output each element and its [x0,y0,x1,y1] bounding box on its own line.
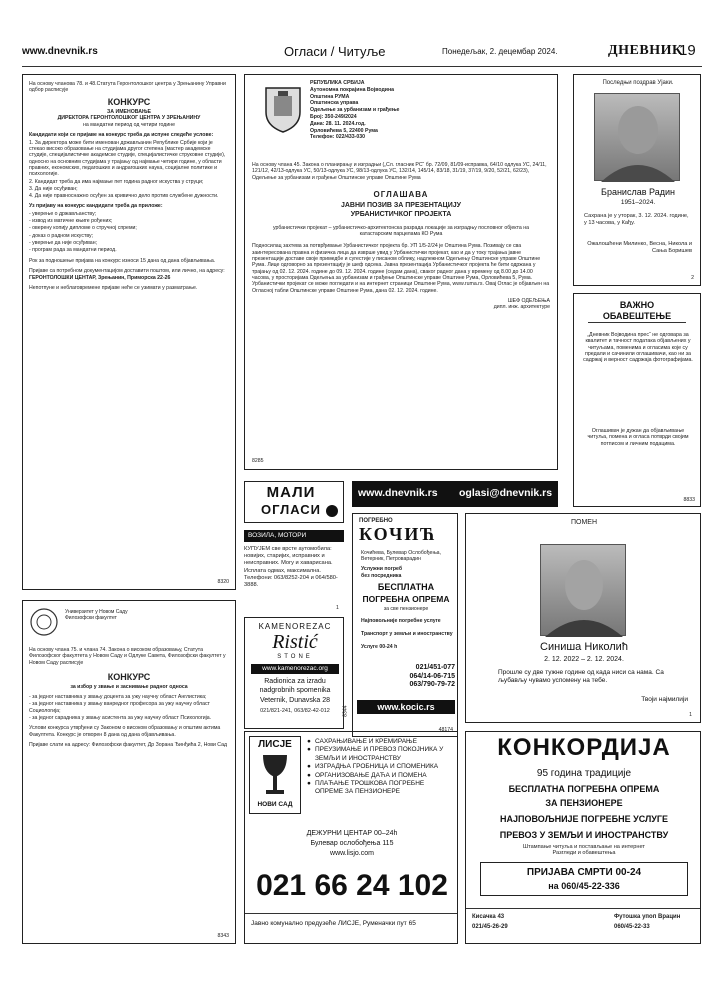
konkordija-line: НАЈПОВОЉНИЈЕ ПОГРЕБНЕ УСЛУГЕ [499,814,668,824]
ristic-phones[interactable]: 021/821-241, 063/82-42-012 [260,708,330,714]
banner-web[interactable]: www.dnevnik.rs [358,487,438,499]
ristic-address: Veternik, Dunavska 28 [259,697,331,704]
lisje-phone[interactable]: 021 66 24 102 [256,869,448,902]
classified-ad-number: 1 [336,605,339,611]
divider [466,908,700,909]
lisje-footer: Јавно комунално предузеће ЛИСЈЕ, Руменачки пут 65 [251,920,416,927]
document-item: - оверену копију дипломе о стручној спреми; [29,225,137,232]
ad-code: 2 [691,274,694,281]
fakultet-intro: На основу члана 75. и члана 74. Закона о високом образовању, Статута Филозофског факултета у Новом Саду и Одлуке Савета, Филозофски факултет у Новом Саду расписује [29,647,226,666]
konkurs-subtitle: ЗА ИМЕНОВАЊЕ ДИРЕКТОРА ГЕРОНТОЛОШКОГ ЦЕНТРА У ЗРЕЊАНИНУ [57,108,201,121]
ruma-oglasava: ОГЛАШАВА [373,189,429,199]
memorial-title: ПОМЕН [570,519,598,526]
kocic-name: КОЧИЋ [359,524,437,544]
lisje-services [307,738,453,797]
ruma-department: Одељење за урбанизам и грађење [310,107,400,114]
page-header [22,42,702,64]
document-item: - извод из матичне књиге рођених; [29,218,113,225]
condition-item: 1. За директора може бити именован држављанин Републике Србије који је стекао високо образовање на студијама другог степена (мастер академске студије, специјалистичке академске студије, специјалистичке струковне студије), односно на основним студијама у трајању од најмање четири године, у области правних, економских, педагошких и андрагошких наука, социјалне политике и психологије. [29,139,226,178]
deceased-name: Бранислав Радин [601,187,675,197]
lisje-service: ● ИЗГРАДЊА ГРОБНИЦА И СПОМЕНИКА [307,763,439,771]
memorial-dates: 2. 12. 2022 – 2. 12. 2024. [544,656,624,663]
kocic-line: Услужни погреб [361,566,403,572]
ad-code: 8833 [683,496,695,503]
bullet-icon: ● [307,738,311,745]
kocic-top: ПОГРЕБНО [359,518,393,524]
konkordija-right-phone[interactable]: 060/45-22-33 [614,924,650,930]
classifieds-header [244,481,344,523]
condition-item: 3. Да није осуђиван; [29,185,78,192]
obituary-radin [573,74,701,286]
lisje-service: ● САХРАЊИВАЊЕ И КРЕМИРАЊЕ [307,738,417,745]
ristic-tagline: Radionica za izradu nadgrobnih spomenika [259,678,331,694]
ristic-stone-ad [244,617,350,729]
konkordija-funeral-ad [465,731,701,944]
notice-note: Оглашивач је дужан да објављивање читуља, помена и огласа потврди својим потписом и личним подацима. [587,428,689,447]
document-item: - уверење о држављанству; [29,210,97,217]
documents-heading: Уз пријаву на конкурс кандидати треба да приложе: [29,203,163,210]
section-title: Огласи / Читуље [284,44,386,59]
ruma-public-notice [244,74,558,470]
portrait-icon [541,545,627,637]
fakultet-item: - за једног сарадника у звању асистента за ужу научну област Психологија. [29,715,212,722]
ad-code: 8343 [217,932,229,939]
lisje-center: ДЕЖУРНИ ЦЕНТАР 00–24h [306,830,398,837]
ristic-stone: STONE [277,654,313,660]
memorial-name: Синиша Николић [540,641,628,653]
konkordija-line: ЗА ПЕНЗИОНЕРЕ [545,798,623,808]
fakultet-item: - за једног наставника у звању ванредног професора за ужу научну област Социологија; [29,701,210,714]
banner-mail[interactable]: oglasi@dnevnik.rs [459,487,553,499]
ristic-brand: KAMENOREZAC [258,622,332,631]
kocic-line: без посредника [361,573,402,579]
ruma-municipality: Општина РУМА [310,93,350,100]
ruma-public-call: ЈАВНИ ПОЗИВ ЗА ПРЕЗЕНТАЦИЈУ УРБАНИСТИЧКОГ ПРОЈЕКТА [340,201,462,218]
page-number: 19 [679,42,696,59]
lisje-service: ● ПРЕУЗИМАЊЕ И ПРЕВОЗ ПОКОЈНИКА У ЗЕМЉИ И ИНОСТРАНСТВУ [307,746,444,762]
konkordija-small: Штампање читуља и постављање на интернет Разгледи и обавештења [523,844,645,857]
obituary-top: Последњи поздрав Ујаки. [602,80,674,86]
konkordija-left-phone[interactable]: 021/45-26-29 [472,924,508,930]
ruma-project: урбанистички пројекат – урбанистичко-архитектонска разрада локације за изградњу пословног објекта на катастарским парцелама КО Рума [273,224,529,238]
fakultet-submission: Пријаве слати на адресу: Филозофски факултет, Др Зорана Ђинђића 2, Нови Сад [29,741,228,748]
university-header: Универзитет у Новом Саду Филозофски факултет [65,609,128,622]
ruma-signature: ШЕФ ОДЕЉЕЊА дипл. инж. архитектуре [493,297,550,311]
funeral-info: Сахрана је у уторак, 3. 12. 2024. године, у 13 часова, у Кађу. [584,213,689,226]
university-logo-icon [29,607,59,637]
dnevnik-banner [352,481,558,507]
kocic-line: БЕСПЛАТНА [377,582,435,592]
kocic-address: Кочићева, Булевар Ослобођења, Ветерник, Петроварадин [361,550,441,563]
submission-address: ГЕРОНТОЛОШКИ ЦЕНТАР, Зрењанин, Приморска 22-26 [29,275,171,282]
site-url[interactable]: www.dnevnik.rs [22,46,98,57]
classifieds-title-2: ОГЛАСИ [260,502,322,517]
kocic-funeral-ad [352,513,458,737]
fakultet-conditions: Услови конкурса утврђени су Законом о високом образовању и општим актима Факултета. Конкурс је отворен 8 дана од дана објављивања. [29,725,221,738]
deceased-photo [594,93,680,181]
ad-code: 1 [689,711,692,718]
konkurs-gerontoloski-ad [22,74,236,590]
bullet-icon: ● [307,771,311,779]
lisje-web[interactable]: www.lisjo.com [330,850,374,857]
fakultet-title: КОНКУРС [107,671,151,682]
ruma-province: Аутономна покрајина Војводина [310,86,394,93]
ad-code: 8285 [252,457,264,464]
memorial-photo [540,544,626,636]
konkordija-tradition: 95 година традиције [536,768,632,779]
classifieds-title-1: МАЛИ [266,484,316,501]
condition-item: 2. Кандидат треба да има најмање пет година радног искуства у струци; [29,178,204,185]
ruma-intro: На основу члана 45. Закона о планирању и изградњи („Сл. гласник РС“ бр. 72/09, 81/09-исправка, 64/10 одлука УС, 24/11, 121/12, 42/13-одлука УС, 50/13-одлука УС, 98/13-одлука УС, 132/14, 145/14, 83/18, 31/19, 37/19, 9/20, 52/21, 62/23), Одељење за урбанизам и грађење Општинске управе Општине Рума [252,162,547,181]
lisje-logo [249,736,301,814]
issue-date: Понедељак, 2. децембар 2024. [442,47,558,56]
kocic-line: за све пензионере [383,606,429,612]
deceased-years: 1951–2024. [620,199,656,206]
lisje-address: Булевар ослобођења 115 [310,840,394,847]
ristic-web[interactable]: www.kamenorezac.org [251,664,339,674]
mourners: Ожалошћени Милинко, Весна, Никола и Сања Боришев [587,241,692,254]
ristic-name: Ristić [272,631,318,653]
notice-text: „Дневник Војводина прес“ не одговара за квалитет и тачност података објављених у читуљама, поменима и огласима које су предали и сачинили оглашивачи, као ни за садржај и верност садржаја фотографијама. [583,332,693,364]
kocic-line: Услуге 00-24 h [361,644,398,650]
memorial-signature: Твоји најмилији [641,696,688,703]
kocic-line: ПОГРЕБНА ОПРЕМА [362,594,450,604]
ruma-address: Орловићева 5, 22400 Рума [310,127,378,134]
divider [245,913,457,914]
lisje-name: ЛИСЈЕ [258,739,292,750]
konkurs-intro: На основу чланова 78. и 48.Статута Геронтолошког центра у Зрењанину Управни одбор расписује [29,81,226,94]
lisje-service: ● ПЛАЋАЊЕ ТРОШКОВА ПОГРЕБНЕ ОПРЕМЕ ЗА ПЕНЗИОНЕРЕ [307,780,425,796]
fakultet-item: - за једног наставника у звању доцента за ужу научну област Англистика; [29,694,207,701]
ruma-number: Број: 350-249/2024 [310,113,357,120]
konkordija-line: БЕСПЛАТНА ПОГРЕБНА ОПРЕМА [508,784,660,794]
ruma-phone: Телефон: 022/433-030 [310,134,365,141]
konkordija-line: ПРЕВОЗ У ЗЕМЉИ И ИНОСТРАНСТВУ [499,830,669,840]
konkurs-note: Непотпуне и неблаговремене пријаве неће се узимати у разматрање. [29,285,198,292]
condition-item: 4. Да није правноснажно осуђен за кривично дело против службене дужности. [29,193,219,200]
classifieds-category: ВОЗИЛА, МОТОРИ [244,530,344,542]
memorial-text: Прошле су две тужне године од када ниси са нама. Са љубављу чувамо успомену на тебе. [498,669,664,684]
ruma-crest-icon [262,82,304,134]
deadline: Рок за подношење пријава на конкурс износи 15 дана од дана објављивања. [29,257,216,264]
ruma-republic: РЕПУБЛИКА СРБИЈА [310,80,365,86]
konkordija-right-address: Футошка упоп Врацин [614,914,681,920]
document-item: - доказ о радном искуству; [29,232,93,239]
ad-code: 48174 [438,726,453,733]
bullet-icon: ● [307,746,311,754]
important-notice [573,293,701,507]
fakultet-subtitle: за избор у звање и заснивање радног односа [70,683,188,690]
konkordija-title: КОНКОРДИЈА [497,734,671,761]
lisje-city: НОВИ САД [257,801,293,808]
classified-ad: КУПУЈЕМ све врсте аутомобила: новијих, старијих, исправних и неисправних. Могу и хаварисана. Исплата одмах, максимална. Телефони: 063/8252-204 и 064/580-3888. [244,546,338,589]
death-report-title: ПРИЈАВА СМРТИ 00-24 [526,867,642,878]
lisje-service: ● ОРГАНИЗОВАЊЕ ДАЋА И ПОМЕНА [307,771,427,779]
konkurs-period: на мандатни период од четири године [83,122,175,129]
ruma-administration: Општинска управа [310,100,359,107]
ruma-body: Подносилац захтева за потврђивање Урбанистичког пројекта бр. УП 1/5-2/24 је Општина Рума. Позивају се сва заинтересована правна и физичка лица да изврше увид у Урбанистички пројекат, као и да у току трајања јавне презентације доставе своје примедбе и сугестије у писаном облику, надлежном Одељењу Општинске управе Општине Рума. Лице одговорно за презентацију је шеф одсека. Јавна презентација Урбанистичког пројекта ће бити одржана у трајању од 02. 12. 2024. године до 09. 12. 2024. године (седам дана), сваког радног дана у времену од 8.00 до 14.00 часова, у просторијама Одељења за урбанизам и грађење Општинске управе Општине Рума, Орловићева 5, Рума. Урбанистички пројекат се може погледати и на интернет страници Општине Рума, www.ruma.rs. Овај Оглас је објављен на Огласној табли Општинске управе Општине Рума, дана 02. 12. 2024. године. [252,243,550,294]
portrait-icon [595,94,681,182]
ruma-date: Дана: 28. 11. 2024.год. [310,120,366,127]
lisje-funeral-ad [244,731,458,944]
death-report-box [480,862,688,896]
ad-code: 8344 [343,705,350,717]
memorial-nikolic [465,513,701,723]
header-rule [22,66,702,67]
conditions-heading: Кандидати који се пријаве на конкурс треба да испуне следеће услове: [29,132,214,139]
document-item: - уверење да није осуђиван; [29,239,97,246]
kocic-line: Транспорт у земљи и иностранству [361,631,453,637]
document-item: - програм рада за мандатни период. [29,247,117,254]
bullet-icon: ● [307,780,311,788]
kocic-line: Најповољније погребне услуге [361,618,441,624]
bullet-icon: ● [307,763,311,771]
ruma-header [252,80,550,162]
notice-title: ВАЖНО ОБАВЕШТЕЊЕ [588,300,686,323]
konkordija-left-address: Кисачка 43 [472,914,505,920]
newspaper-logo: ДНЕВНИК [608,43,683,58]
submission-text: Пријаве са потребном документацијом доставити поштом, или лично, на адресу: [29,267,225,274]
classifieds-logo-icon [326,505,338,517]
konkurs-title: КОНКУРС [107,96,151,107]
ad-code: 8320 [217,578,229,585]
kocic-phones[interactable]: 021/451-077 064/14-06-715 063/790-79-72 [409,664,455,688]
kocic-web[interactable]: www.kocic.rs [357,700,455,714]
goblet-icon [260,753,290,797]
death-report-phone[interactable]: на 060/45-22-336 [548,881,620,891]
konkurs-fakultet-ad [22,600,236,944]
